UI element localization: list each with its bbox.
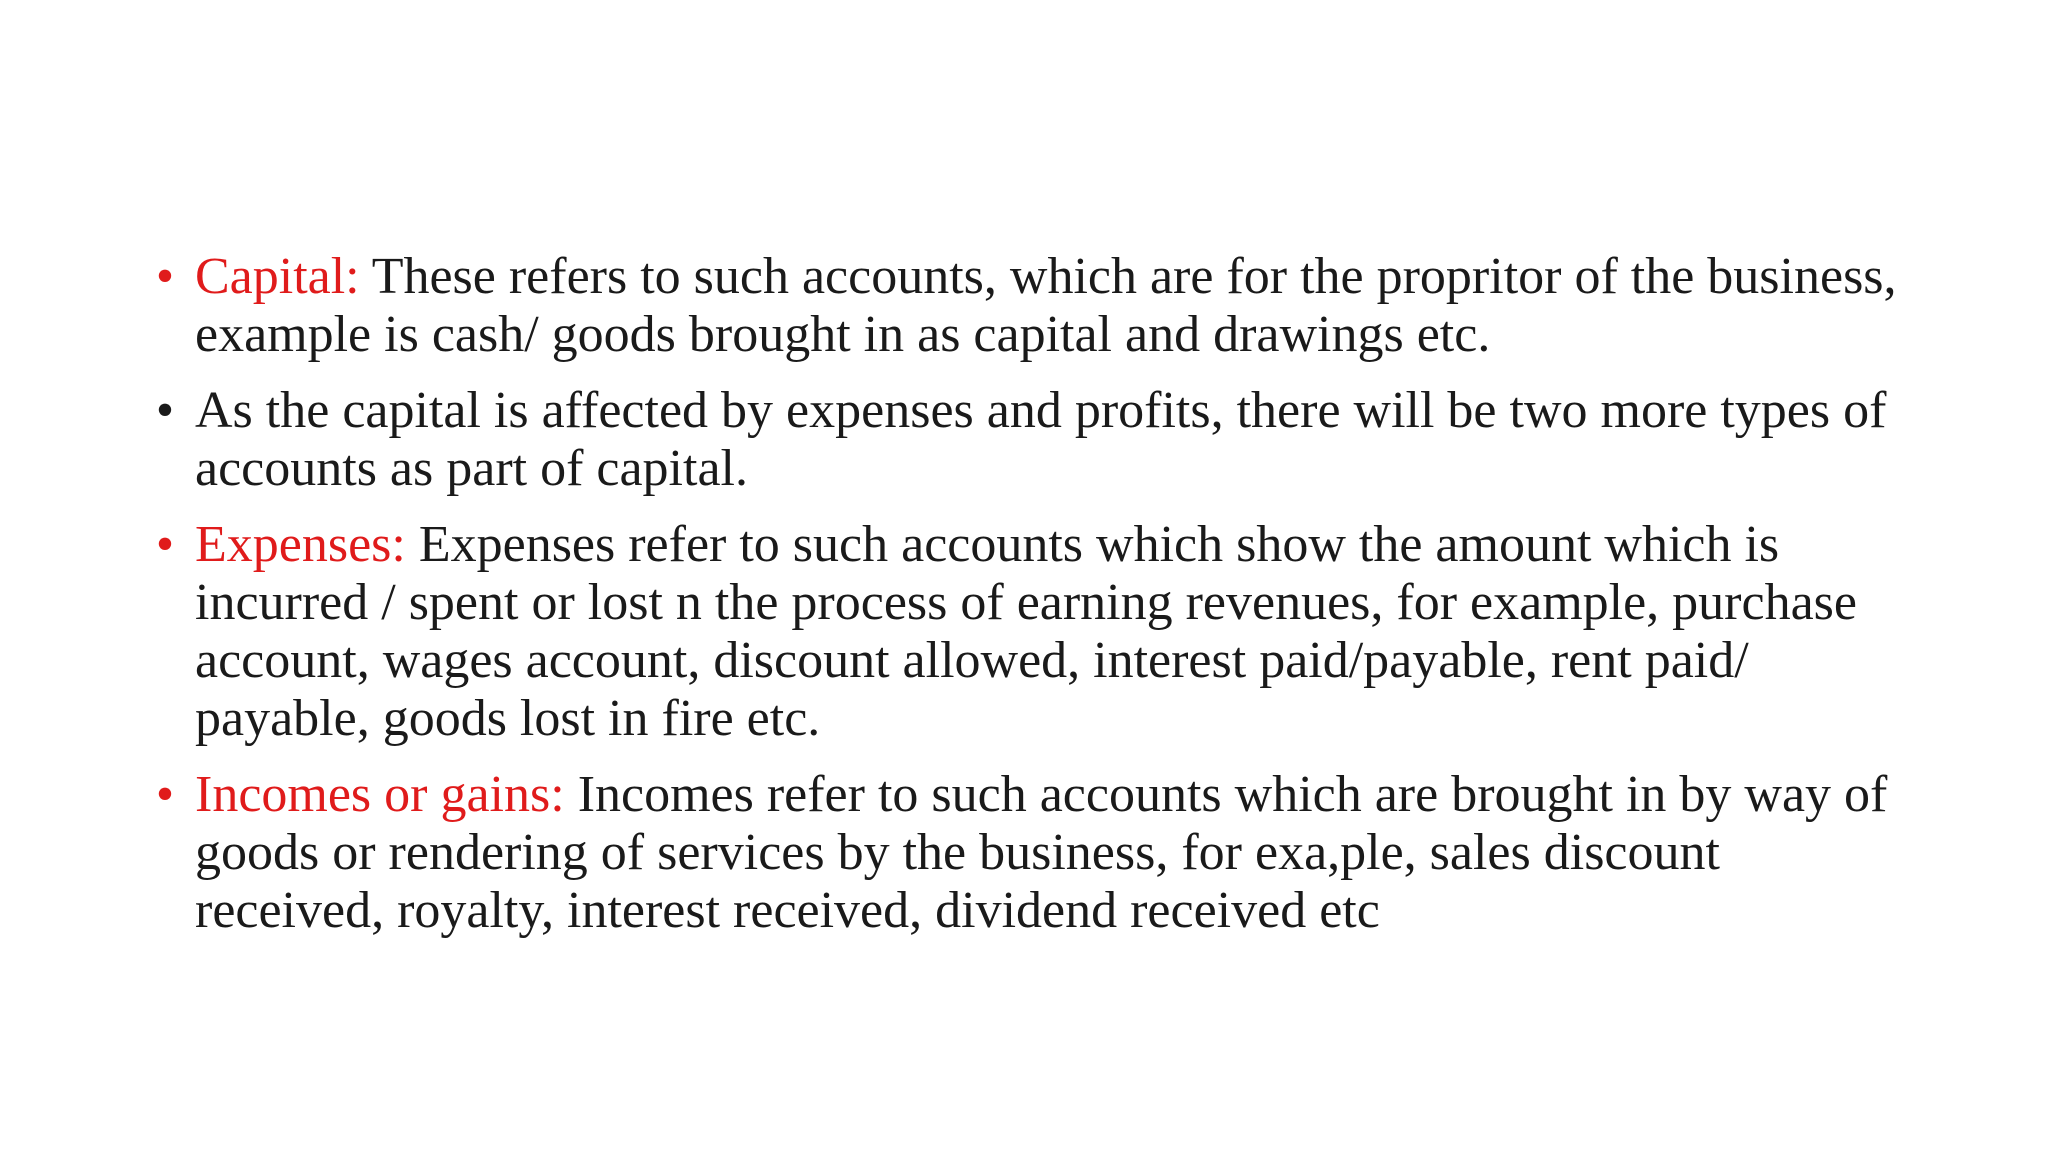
term-capital: Capital:	[195, 248, 360, 305]
term-expenses: Expenses:	[195, 516, 406, 573]
bullet-text: Incomes refer to such accounts which are brought in by way of goods or rendering of services by the business, for exa,ple, sales discount received, royalty, interest received, dividend received etc	[195, 766, 1888, 939]
bullet-list	[150, 248, 1910, 940]
bullet-dot-icon: •	[155, 248, 175, 305]
bullet-expenses	[150, 516, 1910, 748]
bullet-incomes	[150, 766, 1910, 940]
bullet-text: Expenses refer to such accounts which show the amount which is incurred / spent or lost n the process of earning revenues, for example, purchase account, wages account, discount allowed, interest paid/payable, rent paid/ payable, goods lost in fire etc.	[195, 516, 1857, 747]
bullet-dot-icon: •	[155, 766, 175, 823]
term-incomes: Incomes or gains:	[195, 766, 565, 823]
bullet-dot-icon: •	[155, 516, 175, 573]
bullet-text: As the capital is affected by expenses and profits, there will be two more types of accounts as part of capital.	[195, 382, 1887, 497]
bullet-capital-note	[150, 382, 1910, 498]
bullet-capital	[150, 248, 1910, 364]
bullet-dot-icon: •	[155, 382, 175, 439]
slide-body	[150, 248, 1910, 958]
bullet-text: These refers to such accounts, which are for the propritor of the business, example is cash/ goods brought in as capital and drawings etc.	[195, 248, 1897, 363]
